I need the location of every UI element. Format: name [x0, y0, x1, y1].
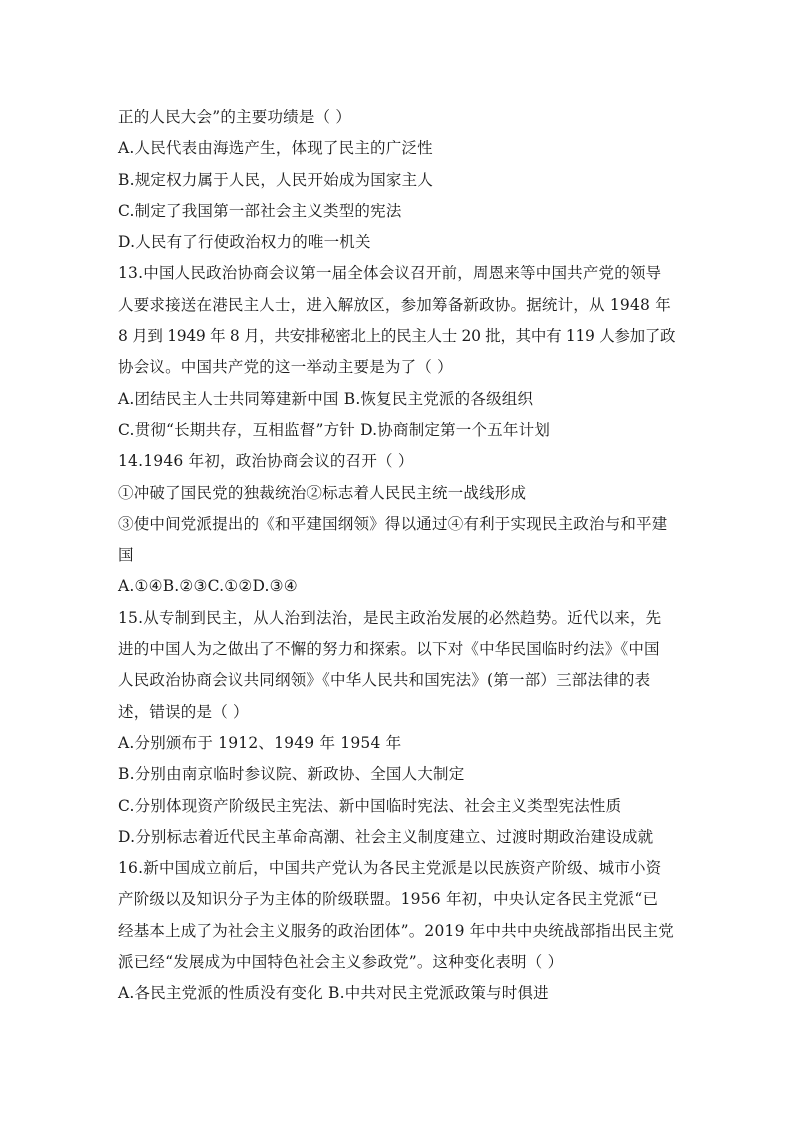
q13-stem-line-4: 协会议。中国共产党的这一举动主要是为了（ ）: [118, 358, 453, 377]
q12-option-d: D.人民有了行使政治权力的唯一机关: [118, 233, 371, 252]
q15-stem-line-2: 进的中国人为之做出了不懈的努力和探索。以下对《中华民国临时约法》《中国: [118, 640, 660, 659]
q13-stem-line-2: 人要求接送在港民主人士，进入解放区，参加筹备新政协。据统计，从 1948 年: [118, 295, 671, 314]
q14-statements-line-2: ③使中间党派提出的《和平建国纲领》得以通过④有利于实现民主政治与和平建: [118, 514, 668, 533]
q14-statements-line-1: ①冲破了国民党的独裁统治②标志着人民民主统一战线形成: [118, 483, 527, 502]
q15-stem-line-4: 述，错误的是（ ）: [118, 702, 249, 721]
q12-stem-continuation: 正的人民大会”的主要功绩是（ ）: [118, 108, 352, 126]
q14-options: A.①④B.②③C.①②D.③④: [118, 577, 298, 596]
q12-option-b: B.规定权力属于人民，人民开始成为国家主人: [118, 170, 434, 189]
q15-stem-line-1: 15.从专制到民主，从人治到法治，是民主政治发展的必然趋势。近代以来，先: [118, 608, 662, 627]
q15-option-b: B.分别由南京临时参议院、新政协、全国人大制定: [118, 765, 465, 784]
q12-option-c: C.制定了我国第一部社会主义类型的宪法: [118, 201, 402, 220]
q13-stem-line-3: 8 月到 1949 年 8 月，共安排秘密北上的民主人士 20 批，其中有 119 人参加了政: [118, 327, 676, 346]
q13-options-cd: C.贯彻“长期共存，互相监督”方针 D.协商制定第一个五年计划: [118, 420, 551, 439]
q15-option-a: A.分别颁布于 1912、1949 年 1954 年: [118, 733, 402, 752]
q14-stem: 14.1946 年初，政治协商会议的召开（ ）: [118, 452, 414, 471]
q16-stem-line-4: 派已经“发展成为中国特色社会主义参政党”。这种变化表明（ ）: [118, 953, 564, 972]
q16-stem-line-1: 16.新中国成立前后，中国共产党认为各民主党派是以民族资产阶级、城市小资: [118, 859, 662, 878]
q14-statements-line-3: 国: [118, 546, 134, 565]
document-page: [118, 102, 678, 1010]
q16-options-ab: A.各民主党派的性质没有变化 B.中共对民主党派政策与时俱进: [118, 984, 549, 1003]
q16-stem-line-3: 经基本上成了为社会主义服务的政治团体”。2019 年中共中央统战部指出民主党: [118, 921, 674, 940]
q13-options-ab: A.团结民主人士共同筹建新中国 B.恢复民主党派的各级组织: [118, 389, 534, 408]
q13-stem-line-1: 13.中国人民政治协商会议第一届全体会议召开前，周恩来等中国共产党的领导: [118, 264, 662, 283]
q12-option-a: A.人民代表由海选产生，体现了民主的广泛性: [118, 139, 433, 158]
q16-stem-line-2: 产阶级以及知识分子为主体的阶级联盟。1956 年初，中央认定各民主党派“已: [118, 890, 659, 909]
q15-option-c: C.分别体现资产阶级民主宪法、新中国临时宪法、社会主义类型宪法性质: [118, 796, 622, 815]
q15-stem-line-3: 人民政治协商会议共同纲领》《中华人民共和国宪法》(第一部）三部法律的表: [118, 671, 651, 690]
q15-option-d: D.分别标志着近代民主革命高潮、社会主义制度建立、过渡时期政治建设成就: [118, 827, 654, 846]
